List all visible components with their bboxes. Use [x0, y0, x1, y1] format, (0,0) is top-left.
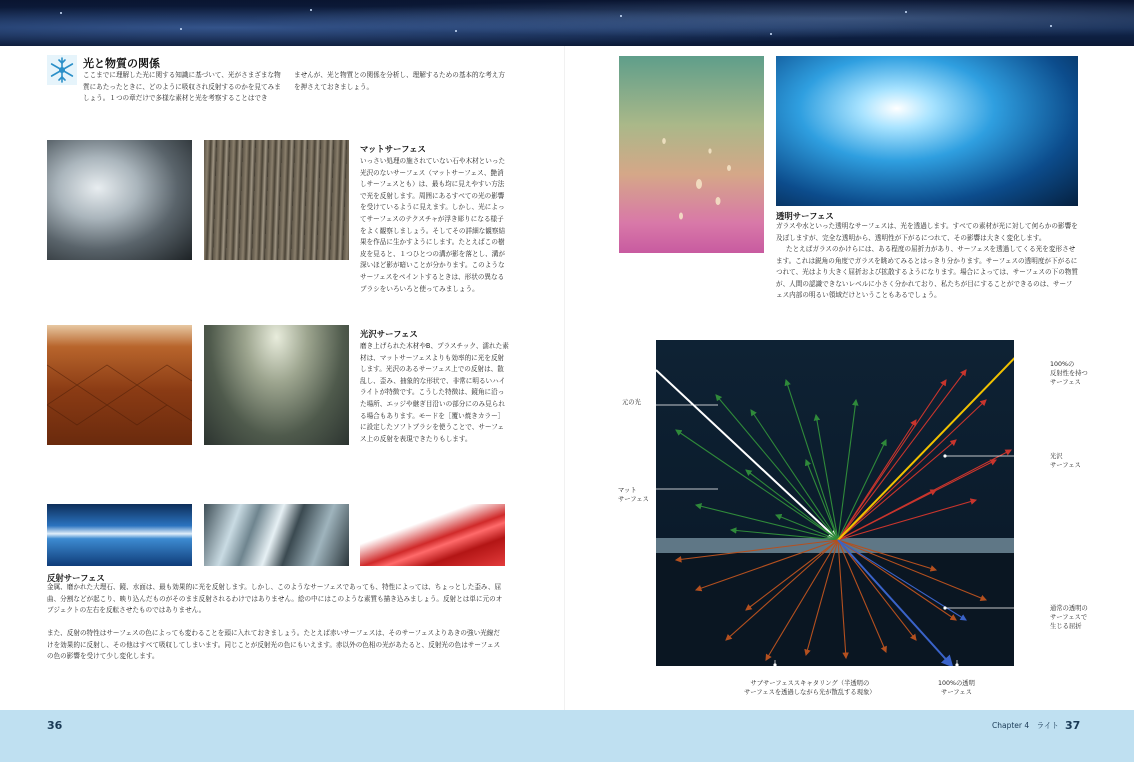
wood-floor-photo [47, 325, 192, 445]
polished-floor-photo [204, 325, 349, 445]
header-banner [0, 0, 1134, 46]
transparent-text-2: たとえばガラスのかけらには、ある程度の屈折力があり、サーフェスを透過してくる光を変形させます。これは鋭角の角度でガラスを眺めてみるとはっきり分かります。サーフェスの透明度が下がるにつれて、光はより大きく屈折および拡散するようになります。場合によっては、サーフェスの下の物質が、人間の認識できないレベルに小さく分かれており、私たちが目にすることができるのは、サーフェス内部の明るい領域だけということもあるでしょう。 [776, 245, 1078, 300]
intro-left-text: ここまでに理解した光に関する知識に基づいて、光がさまざまな物質にあたったときに、どのように吸収され反射するのかを見てみましょう。１つの章だけで多様な素材と光を考察することはでき [83, 71, 281, 103]
label-normal-transparent: 通常の透明の サーフェスで 生じる屈折 [1050, 605, 1088, 630]
section-title: 光と物質の関係 [83, 57, 160, 70]
metal-wheel-photo [204, 504, 349, 566]
gloss-heading: 光沢サーフェス [360, 329, 418, 339]
intro-right-text: ませんが、光と物質との関係を分析し、理解するための基本的な考え方を押さえておきましょう。 [294, 71, 505, 91]
matte-text: いっさい処理の施されていない石や木材といった光沢のないサーフェス（マットサーフェス、艶消しサーフェスとも）は、最も均に見えやすい方法で光を反射します。周囲にあるすべての光の影響を受けているように見えます。しかし、光によってサーフェスのテクスチャが浮き彫りになる様子をよく観察しましょう。そしてその詳細な観察結果を作品に生かすようにします。たとえばこの樹皮を見ると、１つひとつの溝が影を落とし、溝が深いほど影が暗いことが分かります。このようなサーフェスをペイントするときは、形状の異なるブラシをいろいろと使ってみましょう。 [360, 157, 506, 293]
label-100-transparent: 100%の透明 サーフェス [938, 680, 975, 696]
gloss-text: 磨き上げられた木材やB、プラスチック、濡れた素材は、マットサーフェスよりも効率的に光を反射します。光沢のあるサーフェス上での反射は、散乱し、歪み、抽象的な形状で、非常に明るいハイライトが特徴です。こうした特徴は、鏡角に沿った場所、エッジや継ぎ目沿いの部分にのみ見られる場合もあります。モードを［覆い焼きカラー］に設定したソフトブラシを使うことで、サーフェス上の反射を表現できたりもします。 [360, 342, 509, 443]
red-car-photo [360, 504, 505, 566]
droplets-glass-photo [619, 56, 764, 253]
transparent-text-1: ガラスや水といった透明なサーフェスは、光を透過します。すべての素材が光に対して何らかの影響を及ぼしますが、完全な透明から、透明性が下がるにつれて、その影響は大きく変化します。 [776, 222, 1078, 242]
leader-lines [600, 340, 1120, 685]
label-gloss-surface: 光沢 サーフェス [1050, 453, 1081, 469]
snowflake-icon [47, 55, 77, 85]
reflect-heading: 反射サーフェス [47, 573, 105, 583]
page-spine [564, 46, 565, 710]
matte-heading: マットサーフェス [360, 144, 426, 154]
crystal-ball-photo [776, 56, 1078, 206]
label-subsurface: サブサーフェススキャタリング（半透明の サーフェスを透過しながら光が散乱する現象） [744, 680, 876, 696]
reflect-text-1: 金属、磨かれた大理石、鏡、水面は、最も効果的に光を反射します。しかし、このようなサーフェスであっても、特性によっては、ちょっとした歪み、屈曲、分割などが起こり、映り込んだものがそのまま反射されるわけではありません。絵の中にはこのような素質も描き込みましょう。反射とは単に元のオブジェクトの左右を反転させたものではありません。 [47, 583, 503, 615]
label-100-reflective: 100%の 反射性を持つ サーフェス [1050, 361, 1088, 386]
stone-photo [47, 140, 192, 260]
bark-photo [204, 140, 349, 260]
label-matte-surface: マット サーフェス [618, 487, 649, 503]
lake-reflection-photo [47, 504, 192, 566]
reflect-text-2: また、反射の特性はサーフェスの色によっても変わることを頭に入れておきましょう。たとえば赤いサーフェスは、そのサーフェスよりあきの強い光線だけを効果的に反射し、その他はすべて吸収してしまいます。同じことが反射光の色にもいえます。赤以外の色相の光があたると、反射光の色はサーフェスの色の影響を受けて少し変化します。 [47, 629, 501, 661]
transparent-heading: 透明サーフェス [776, 211, 834, 221]
page-footer [0, 710, 1134, 762]
right-page-number: 37 [1065, 719, 1081, 732]
chapter-label: Chapter 4 ライト [992, 721, 1059, 730]
left-page-number: 36 [47, 719, 63, 732]
label-source-light: 元の光 [622, 399, 641, 406]
